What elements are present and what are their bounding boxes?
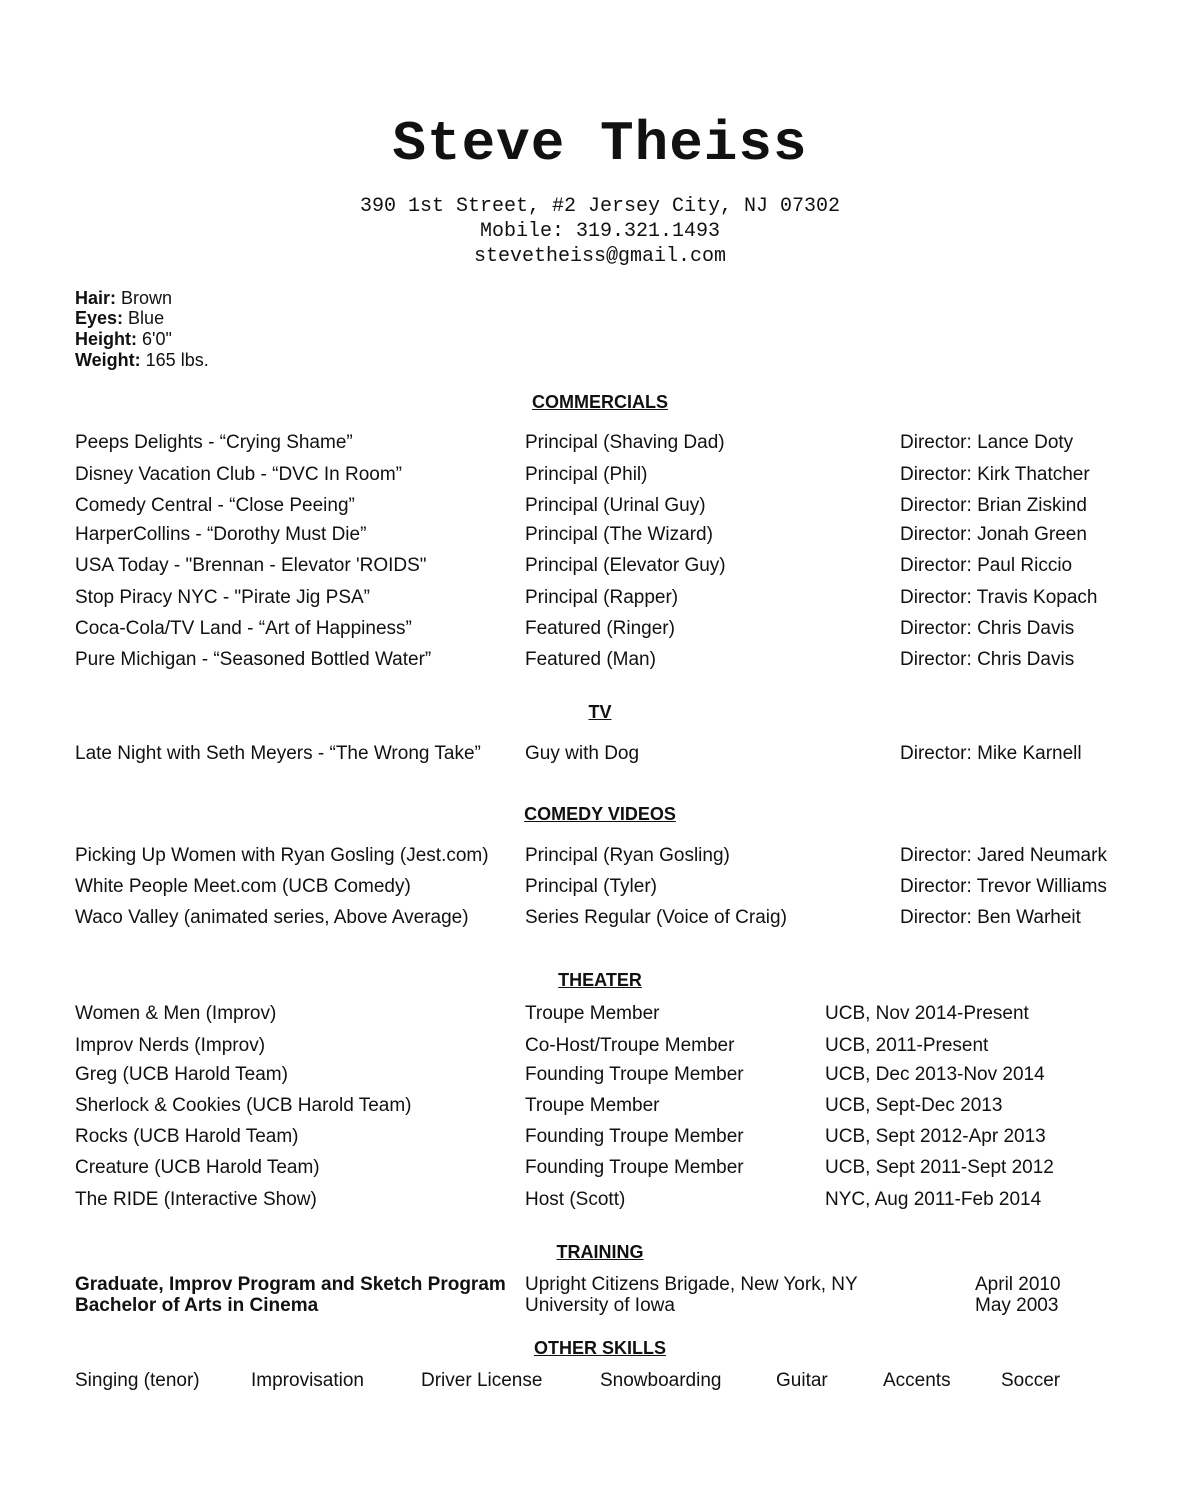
skill-item: Accents [883,1370,951,1391]
stat-value: Brown [116,288,173,308]
credit-row [0,876,1200,900]
credit-title: Picking Up Women with Ryan Gosling (Jest.com) [75,845,489,866]
stat-label: Eyes: [75,308,124,328]
credit-director: Director: Chris Davis [900,618,1075,639]
credit-title: Stop Piracy NYC - "Pirate Jig PSA” [75,587,371,608]
credit-title: HarperCollins - “Dorothy Must Die” [75,524,367,545]
credit-row [0,743,1200,767]
stat-height [75,329,172,350]
credit-title: Comedy Central - “Close Peeing” [75,495,355,516]
training-row [0,1295,1200,1319]
credit-director: Director: Chris Davis [900,649,1075,670]
credit-row [0,587,1200,611]
training-program: Graduate, Improv Program and Sketch Program [75,1274,506,1295]
stat-value: 165 lbs. [140,350,209,370]
credit-role: Featured (Ringer) [525,618,675,639]
credit-row [0,649,1200,673]
skill-item: Soccer [1001,1370,1061,1391]
credit-role: Guy with Dog [525,743,640,764]
credit-role: Principal (Urinal Guy) [525,495,706,516]
credit-title: Improv Nerds (Improv) [75,1035,266,1056]
credit-role: Principal (Elevator Guy) [525,555,726,576]
credit-director: Director: Jonah Green [900,524,1087,545]
credit-row [0,1095,1200,1119]
credit-venue: NYC, Aug 2011-Feb 2014 [825,1189,1042,1210]
credit-role: Principal (Ryan Gosling) [525,845,730,866]
skill-item: Driver License [421,1370,543,1391]
credit-title: Pure Michigan - “Seasoned Bottled Water” [75,649,432,670]
skill-item: Improvisation [251,1370,364,1391]
credit-venue: UCB, Sept-Dec 2013 [825,1095,1003,1116]
credit-row [0,555,1200,579]
credit-title: White People Meet.com (UCB Comedy) [75,876,411,897]
credit-title: Peeps Delights - “Crying Shame” [75,432,353,453]
credit-row [0,1157,1200,1181]
credit-row [0,495,1200,519]
training-date: April 2010 [975,1274,1061,1295]
stat-value: Blue [123,308,165,328]
skill-item: Guitar [776,1370,828,1391]
credit-title: Sherlock & Cookies (UCB Harold Team) [75,1095,412,1116]
credit-title: Late Night with Seth Meyers - “The Wrong Take” [75,743,481,764]
credit-row [0,618,1200,642]
training-date: May 2003 [975,1295,1059,1316]
credit-director: Director: Mike Karnell [900,743,1082,764]
credit-director: Director: Jared Neumark [900,845,1107,866]
credit-row [0,907,1200,931]
contact-mobile: Mobile: 319.321.1493 [479,220,721,243]
stat-label: Hair: [75,288,117,308]
credit-role: Founding Troupe Member [525,1064,744,1085]
credit-role: Featured (Man) [525,649,656,670]
credit-row [0,1126,1200,1150]
credit-director: Director: Kirk Thatcher [900,464,1090,485]
credit-role: Founding Troupe Member [525,1157,744,1178]
credit-director: Director: Paul Riccio [900,555,1073,576]
stat-label: Weight: [75,350,141,370]
credit-venue: UCB, Nov 2014-Present [825,1003,1029,1024]
credit-role: Principal (The Wizard) [525,524,713,545]
credit-title: Waco Valley (animated series, Above Average) [75,907,469,928]
contact-address: 390 1st Street, #2 Jersey City, NJ 07302 [359,195,841,218]
credit-director: Director: Ben Warheit [900,907,1081,928]
credit-title: Coca-Cola/TV Land - “Art of Happiness” [75,618,412,639]
credit-role: Co-Host/Troupe Member [525,1035,735,1056]
credit-title: Women & Men (Improv) [75,1003,277,1024]
training-school: Upright Citizens Brigade, New York, NY [525,1274,858,1295]
credit-director: Director: Brian Ziskind [900,495,1087,516]
credit-director: Director: Lance Doty [900,432,1074,453]
credit-title: Rocks (UCB Harold Team) [75,1126,299,1147]
section-heading-comedy-videos: COMEDY VIDEOS [524,804,676,824]
credit-role: Principal (Phil) [525,464,648,485]
skill-item: Snowboarding [600,1370,722,1391]
credit-title: Creature (UCB Harold Team) [75,1157,320,1178]
credit-row [0,1064,1200,1088]
credit-row [0,1003,1200,1027]
credit-row [0,524,1200,548]
contact-email: stevetheiss@gmail.com [473,245,727,268]
section-heading-other-skills: OTHER SKILLS [533,1338,666,1358]
section-heading-commercials: COMMERCIALS [532,392,668,412]
credit-title: Greg (UCB Harold Team) [75,1064,288,1085]
stat-label: Height: [75,329,137,349]
credit-director: Director: Trevor Williams [900,876,1107,897]
credit-row [0,464,1200,488]
credit-role: Founding Troupe Member [525,1126,744,1147]
credit-venue: UCB, Sept 2011-Sept 2012 [825,1157,1054,1178]
resume-name: Steve Theiss [392,112,808,176]
section-heading-theater: THEATER [558,970,642,990]
credit-title: USA Today - "Brennan - Elevator 'ROIDS" [75,555,427,576]
credit-row [0,432,1200,456]
credit-row [0,845,1200,869]
credit-role: Principal (Rapper) [525,587,679,608]
credit-role: Principal (Tyler) [525,876,657,897]
section-heading-training: TRAINING [556,1242,644,1262]
stat-value: 6'0" [137,329,172,349]
credit-director: Director: Travis Kopach [900,587,1098,608]
stat-weight [75,350,209,371]
stat-hair [75,288,172,309]
skill-item: Singing (tenor) [75,1370,200,1391]
credit-role: Host (Scott) [525,1189,626,1210]
credit-role: Principal (Shaving Dad) [525,432,725,453]
credit-venue: UCB, Sept 2012-Apr 2013 [825,1126,1046,1147]
credit-title: Disney Vacation Club - “DVC In Room” [75,464,402,485]
training-school: University of Iowa [525,1295,675,1316]
section-heading-tv: TV [588,702,612,722]
training-program: Bachelor of Arts in Cinema [75,1295,319,1316]
credit-role: Series Regular (Voice of Craig) [525,907,787,928]
stat-eyes [75,308,164,329]
credit-venue: UCB, 2011-Present [825,1035,989,1056]
credit-title: The RIDE (Interactive Show) [75,1189,317,1210]
credit-row [0,1189,1200,1213]
credit-row [0,1035,1200,1059]
credit-role: Troupe Member [525,1003,660,1024]
credit-role: Troupe Member [525,1095,660,1116]
credit-venue: UCB, Dec 2013-Nov 2014 [825,1064,1045,1085]
